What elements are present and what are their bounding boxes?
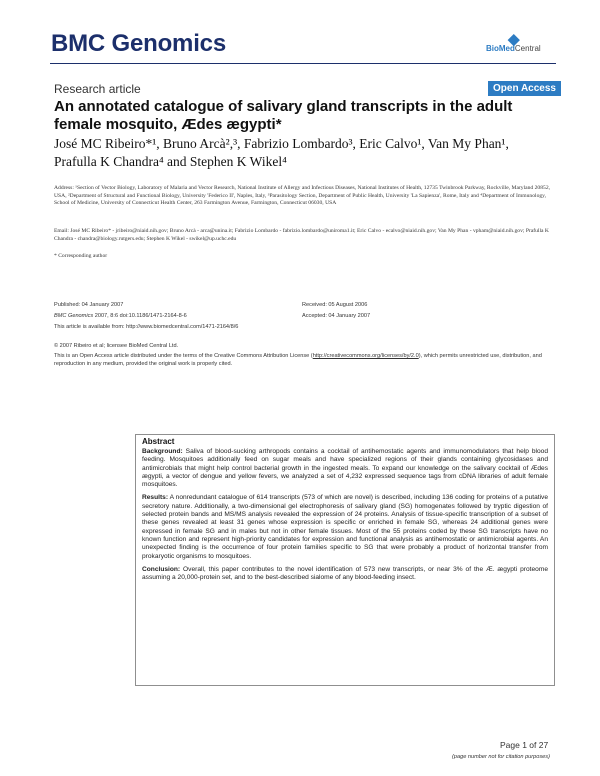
- author-addresses: Address: ¹Section of Vector Biology, Laboratory of Malaria and Vector Research, National Institute of Allergy and Infectious Diseases, National Institutes of Health, 12735 Twinbrook Parkway, Rockville, Maryland 20852, USA, ²Department of Structural and Functional Biology, University 'Federico II', Naples, Italy, ³Parasitology Section, Department of Public Health, University 'La Sapienza', Rome, Italy and ⁴Department of Immunology, School of Medicine, University of Connecticut Health Center, 263 Farmington Avenue, Farmington, Connecticut 06030, USA: [54, 185, 551, 207]
- logo-central: Central: [514, 44, 541, 53]
- logo-bio: Bio: [486, 44, 499, 53]
- header-rule: [50, 63, 556, 64]
- results-text: A nonredundant catalogue of 614 transcripts (573 of which are novel) is described, including 136 coding for proteins of a putative secretory nature. Additionally, a two-dimensional gel electrophoresis of salivary gland (SG) homogenates followed by tryptic digestion of selected protein bands and MS/MS analysis revealed the expression of 24 proteins. Analysis of tissue-specific transcription of a subset of these genes revealed at least 31 genes whose expression is specific or enriched in female SG, whereas 24 additional genes were expressed in female SG and in males but not in other female tissues. Most of the 55 proteins coded by these SG transcripts have no known function and represent high-priority candidates for expression and functional analysis as antihemostatic or antimicrobial agents. An unexpected finding is the occurrence of four protein families specific to SG that were probably a product of horizontal transfer from prokaryotic organisms to mosquitoes.: [142, 494, 548, 560]
- conclusion-text: Overall, this paper contributes to the novel identification of 573 new transcripts, or near 3% of the Æ. ægypti proteome assuming a 20,000-protein set, and to the best-described sialome of any blood-feeding insect.: [142, 565, 548, 582]
- results-label: Results:: [142, 494, 169, 502]
- abstract-results: [142, 494, 548, 560]
- copyright: © 2007 Ribeiro et al; licensee BioMed Central Ltd.: [54, 343, 179, 349]
- license-pre: This is an Open Access article distributed under the terms of the Creative Commons Attribution License (: [54, 353, 313, 359]
- journal-title: BMC Genomics: [51, 30, 226, 57]
- citation-details: 2007, 8:6 doi:10.1186/1471-2164-8-6: [93, 313, 187, 319]
- abstract-heading: Abstract: [142, 437, 175, 446]
- published-date: Published: 04 January 2007: [54, 302, 124, 308]
- author-emails: Email: José MC Ribeiro* - jribeiro@niaid.nih.gov; Bruno Arcà - arca@unina.it; Fabrizio Lombardo - fabrizio.lombardo@uniroma1.it; Eric Calvo - ecalvo@niaid.nih.gov; Van My Phan - vpham@niaid.nih.gov; Prafulla K Chandra - chandra@biology.rutgers.edu; Stephen K Wikel - swikel@up.uchc.edu: [54, 228, 549, 242]
- open-access-badge: Open Access: [488, 81, 561, 96]
- author-list: José MC Ribeiro*¹, Bruno Arcà²,³, Fabrizio Lombardo³, Eric Calvo¹, Van My Phan¹, Prafulla K Chandra⁴ and Stephen K Wikel⁴: [54, 136, 509, 169]
- biomed-central-logo: [486, 30, 556, 54]
- logo-mark-icon: ◆: [508, 31, 520, 48]
- background-label: Background:: [142, 448, 183, 455]
- conclusion-label: Conclusion:: [142, 565, 181, 573]
- article-type: Research article: [54, 82, 141, 96]
- background-text: Saliva of blood-sucking arthropods contains a cocktail of antihemostatic agents and immunomodulators that help blood feeding. Mosquitoes additionally feed on sugar meals and have specialized regions of their glands containing glycosidases and antimicrobials that might help control bacterial growth in the ingested meals. To expand our knowledge on the salivary cocktail of Ædes ægypti, a vector of dengue and yellow fevers, we analyzed a set of 4,232 expressed sequence tags from cDNA libraries of adult female mosquitoes.: [142, 448, 548, 489]
- logo-med: Med: [498, 44, 515, 53]
- citation: [54, 313, 187, 319]
- corresponding-author-note: * Corresponding author: [54, 253, 108, 259]
- accepted-date: Accepted: 04 January 2007: [302, 313, 371, 319]
- abstract-box: [135, 434, 555, 686]
- license-post: ), which permits unrestricted use, distribution, and reproduction in any medium, provided the original work is properly cited.: [54, 353, 542, 367]
- article-url[interactable]: This article is available from: http://www.biomedcentral.com/1471-2164/8/6: [54, 324, 239, 330]
- license-text: [54, 352, 560, 368]
- abstract-background: [142, 448, 548, 489]
- page-number: Page 1 of 27: [500, 740, 549, 750]
- license-link[interactable]: http://creativecommons.org/licenses/by/2.0: [312, 353, 419, 359]
- page-number-note: (page number not for citation purposes): [452, 754, 550, 760]
- citation-journal: BMC Genomics: [54, 313, 94, 319]
- received-date: Received: 05 August 2006: [302, 302, 368, 308]
- abstract-conclusion: [142, 566, 548, 583]
- article-title: An annotated catalogue of salivary gland transcripts in the adult female mosquito, Ædes ægypti*: [54, 98, 513, 133]
